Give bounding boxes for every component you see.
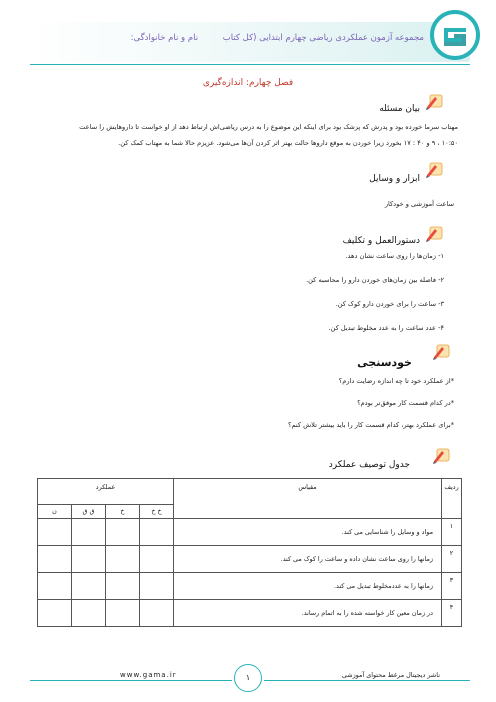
row-criteria: مواد و وسایل را شناسایی می کند.: [174, 519, 442, 546]
score-cell[interactable]: [140, 600, 174, 627]
header-name-label: نام و نام خانوادگی:: [130, 33, 199, 43]
row-index: ۱: [442, 519, 462, 546]
col-index-header: ردیف: [442, 479, 462, 519]
col-performance-header: عملکرد: [38, 479, 174, 505]
row-criteria: زمانها را روی ساعت نشان داده و ساعت را کوک می کند.: [174, 546, 442, 573]
score-cell[interactable]: [72, 573, 106, 600]
pencil-icon: [432, 446, 452, 464]
score-cell[interactable]: [106, 600, 140, 627]
score-cell[interactable]: [140, 573, 174, 600]
pencil-icon: [425, 160, 445, 178]
instruction-item: ۱- زمان‌ها را روی ساعت نشان دهد.: [345, 252, 444, 260]
self-assessment-heading: خودسنجی: [357, 356, 412, 369]
level-header: ن: [38, 505, 72, 519]
score-cell[interactable]: [106, 573, 140, 600]
footer-url[interactable]: www.gama.ir: [120, 671, 177, 679]
score-cell[interactable]: [38, 519, 72, 546]
instructions-heading: دستورالعمل و تکلیف: [342, 236, 420, 246]
performance-table-heading: جدول توصیف عملکرد: [328, 460, 410, 470]
row-criteria: زمانها را به عددمخلوط تبدیل می کند.: [174, 573, 442, 600]
score-cell[interactable]: [106, 546, 140, 573]
page-number: ۱: [234, 664, 262, 692]
gama-logo: [430, 10, 480, 60]
footer-divider: [30, 680, 232, 681]
level-header: خ: [106, 505, 140, 519]
pencil-icon: [425, 92, 445, 110]
footer-publisher: ناشر دیجیتال مرغط محتوای آموزشی: [341, 671, 440, 679]
row-index: ۳: [442, 573, 462, 600]
score-cell[interactable]: [72, 519, 106, 546]
score-cell[interactable]: [38, 573, 72, 600]
score-cell[interactable]: [106, 519, 140, 546]
row-index: ۴: [442, 600, 462, 627]
performance-table: [37, 478, 462, 627]
footer-divider: [264, 680, 470, 681]
score-cell[interactable]: [140, 519, 174, 546]
self-assessment-question: *از عملکرد خود تا چه اندازه رضایت دارم؟: [338, 377, 454, 385]
score-cell[interactable]: [72, 600, 106, 627]
instruction-item: ۲- فاصله بین زمان‌های خوردن دارو را محاسبه کن.: [306, 276, 444, 284]
level-header: خ خ: [140, 505, 174, 519]
tools-heading: ابزار و وسایل: [369, 174, 420, 184]
pencil-icon: [432, 342, 452, 360]
table-row: [38, 573, 462, 600]
chapter-title: فصل چهارم: اندازه‌گیری: [202, 78, 294, 88]
gama-logo-icon: [438, 18, 472, 52]
header-title: [131, 33, 424, 43]
self-assessment-question: *برای عملکرد بهتر، کدام قسمت کار را باید بیشتر تلاش کنم؟: [288, 421, 454, 429]
header-title-main: مجموعه آزمون عملکردی ریاضی چهارم ابتدایی (کل کتاب: [222, 33, 424, 43]
table-row: [38, 519, 462, 546]
problem-line-1: مهتاب سرما خورده بود و پدرش که پزشک بود برای اینکه این موضوع را به درس ریاضی‌اش ارتباط دهد از او خواست تا داروهایش را ساعت: [79, 123, 458, 131]
pencil-icon: [425, 224, 445, 242]
instruction-item: ۴- عدد ساعت را به عدد مخلوط تبدیل کن.: [328, 324, 444, 332]
score-cell[interactable]: [38, 546, 72, 573]
row-criteria: در زمان معین کار خواسته شده را به اتمام رساند.: [174, 600, 442, 627]
score-cell[interactable]: [140, 546, 174, 573]
instruction-item: ۳- ساعت را برای خوردن دارو کوک کن.: [335, 300, 444, 308]
self-assessment-question: *در کدام قسمت کار موفق‌تر بودم؟: [357, 399, 454, 407]
problem-heading: بیان مسئله: [379, 104, 420, 114]
header-divider: [30, 64, 470, 65]
col-criteria-header: مقیاس: [174, 479, 442, 519]
row-index: ۲: [442, 546, 462, 573]
tools-text: ساعت آموزشی و خودکار: [384, 200, 454, 208]
table-row: [38, 600, 462, 627]
score-cell[interactable]: [72, 546, 106, 573]
problem-line-2: ۱۰:۵۰ ، ۹ و ۴۰ : ۱۷ بخورد زیرا خوردن به موقع داروها حالت بهتر اثر کردن آن‌ها می‌شود. عزیزم حالا شما به مهتاب کمک کن.: [118, 139, 458, 147]
score-cell[interactable]: [38, 600, 72, 627]
table-row: [38, 546, 462, 573]
level-header: ق ق: [72, 505, 106, 519]
